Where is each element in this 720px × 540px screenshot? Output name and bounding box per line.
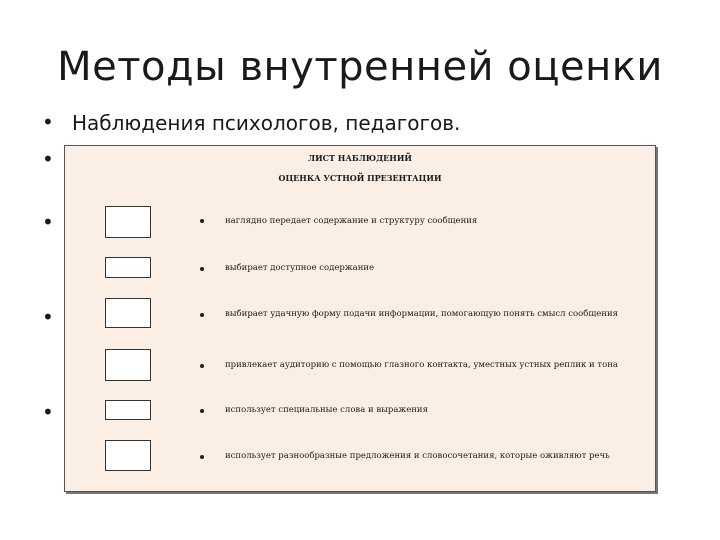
bullet-marker: •: [42, 147, 54, 171]
bullet-dot: [200, 455, 204, 459]
bullet-marker: •: [42, 210, 54, 234]
criterion-text: наглядно передает содержание и структуру сообщения: [225, 216, 478, 226]
bullet-dot: [200, 409, 204, 413]
checkbox[interactable]: [105, 257, 151, 278]
criterion-text: привлекает аудиторию с помощью глазного контакта, уместных устных реплик и тона: [225, 360, 618, 370]
observation-sheet: [64, 145, 656, 492]
bullet-dot: [200, 267, 204, 271]
bullet-dot: [200, 364, 204, 368]
bullet-text: Наблюдения психологов, педагогов.: [72, 111, 461, 135]
bullet-marker: •: [42, 400, 54, 424]
bullet-dot: [200, 219, 204, 223]
criterion-text: выбирает доступное содержание: [225, 263, 375, 273]
slide-title: Методы внутренней оценки: [57, 44, 663, 90]
checkbox[interactable]: [105, 298, 151, 328]
sheet-title: ЛИСТ НАБЛЮДЕНИЙ: [308, 153, 412, 163]
checkbox[interactable]: [105, 440, 151, 471]
criterion-text: использует разнообразные предложения и словосочетания, которые оживляют речь: [225, 451, 610, 461]
checkbox[interactable]: [105, 400, 151, 420]
criterion-text: использует специальные слова и выражения: [225, 405, 428, 415]
checkbox[interactable]: [105, 349, 151, 381]
sheet-subtitle: ОЦЕНКА УСТНОЙ ПРЕЗЕНТАЦИИ: [278, 173, 442, 183]
checkbox[interactable]: [105, 206, 151, 238]
bullet-marker: •: [42, 305, 54, 329]
criterion-text: выбирает удачную форму подачи информации, помогающую понять смысл сообщения: [225, 309, 619, 319]
bullet-dot: [200, 313, 204, 317]
bullet-marker: •: [42, 110, 54, 134]
